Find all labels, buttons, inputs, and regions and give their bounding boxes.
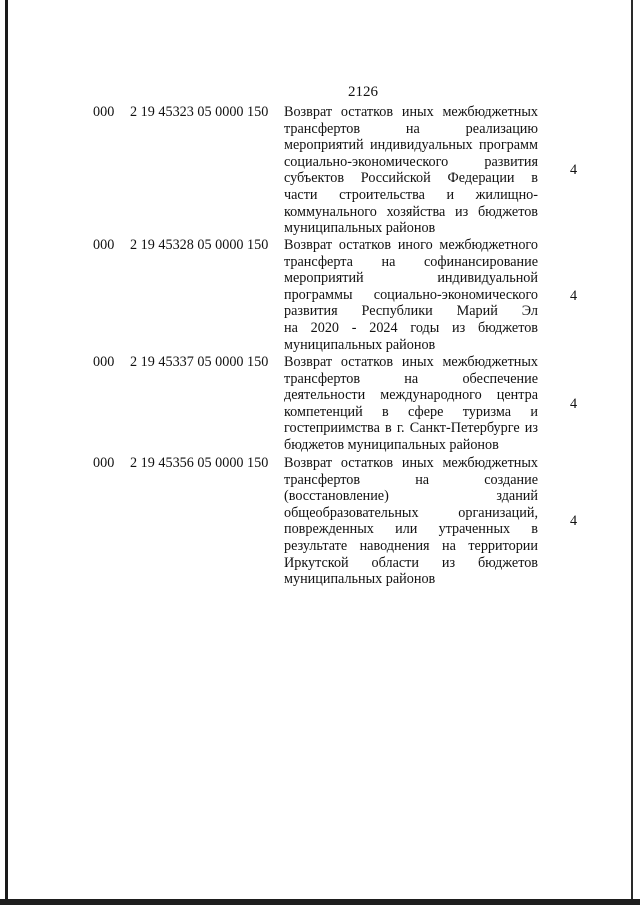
- description-line: компетенций в сфере туризма и: [284, 403, 538, 420]
- scan-edge-bottom: [0, 899, 640, 905]
- description-line: (восстановление) зданий: [284, 488, 538, 505]
- description-line: части строительства и жилищно-: [284, 186, 538, 203]
- admin-code: 000: [93, 455, 115, 471]
- description-line: субъектов Российской Федерации в: [284, 170, 538, 187]
- description-line: Возврат остатков иного межбюджетного: [284, 237, 538, 253]
- row-description: [284, 237, 538, 353]
- description-line: трансферта на софинансирование: [284, 253, 538, 270]
- description-line: муниципальных районов: [284, 336, 436, 353]
- row-amount: 4: [570, 162, 578, 178]
- description-line: развития Республики Марий Эл: [284, 303, 538, 320]
- description-line: трансфертов на обеспечение: [284, 370, 538, 387]
- description-line: мероприятий индивидуальной: [284, 270, 538, 287]
- row-description: [284, 354, 538, 454]
- description-line: поврежденных или утраченных в: [284, 521, 538, 538]
- description-line: трансфертов на реализацию: [284, 120, 538, 137]
- row-description: [284, 104, 538, 237]
- description-line: муниципальных районов: [284, 220, 436, 237]
- description-line: Возврат остатков иных межбюджетных: [284, 354, 538, 370]
- scan-edge-right: [631, 0, 633, 905]
- description-line: мероприятий индивидуальных программ: [284, 137, 538, 154]
- description-line: гостеприимства в г. Санкт-Петербурге из: [284, 420, 538, 437]
- row-amount: 4: [570, 513, 578, 529]
- row-description: [284, 455, 538, 588]
- description-line: Возврат остатков иных межбюджетных: [284, 104, 538, 120]
- description-line: на 2020 - 2024 годы из бюджетов: [284, 319, 538, 336]
- page-number: 2126: [348, 84, 378, 100]
- row-amount: 4: [570, 396, 578, 412]
- admin-code: 000: [93, 354, 115, 370]
- description-line: социально-экономического развития: [284, 153, 538, 170]
- row-amount: 4: [570, 288, 578, 304]
- description-line: программы социально-экономического: [284, 286, 538, 303]
- kbk-code: 2 19 45356 05 0000 150: [130, 455, 269, 471]
- admin-code: 000: [93, 237, 115, 253]
- kbk-code: 2 19 45323 05 0000 150: [130, 104, 269, 120]
- description-line: трансфертов на создание: [284, 471, 538, 488]
- description-line: Иркутской области из бюджетов: [284, 554, 538, 571]
- description-line: коммунального хозяйства из бюджетов: [284, 203, 538, 220]
- scan-edge-left: [5, 0, 8, 905]
- description-line: общеобразовательных организаций,: [284, 504, 538, 521]
- description-line: результате наводнения на территории: [284, 537, 538, 554]
- description-line: бюджетов муниципальных районов: [284, 436, 499, 453]
- description-line: муниципальных районов: [284, 571, 436, 588]
- kbk-code: 2 19 45328 05 0000 150: [130, 237, 269, 253]
- admin-code: 000: [93, 104, 115, 120]
- description-line: деятельности международного центра: [284, 387, 538, 404]
- kbk-code: 2 19 45337 05 0000 150: [130, 354, 269, 370]
- description-line: Возврат остатков иных межбюджетных: [284, 455, 538, 471]
